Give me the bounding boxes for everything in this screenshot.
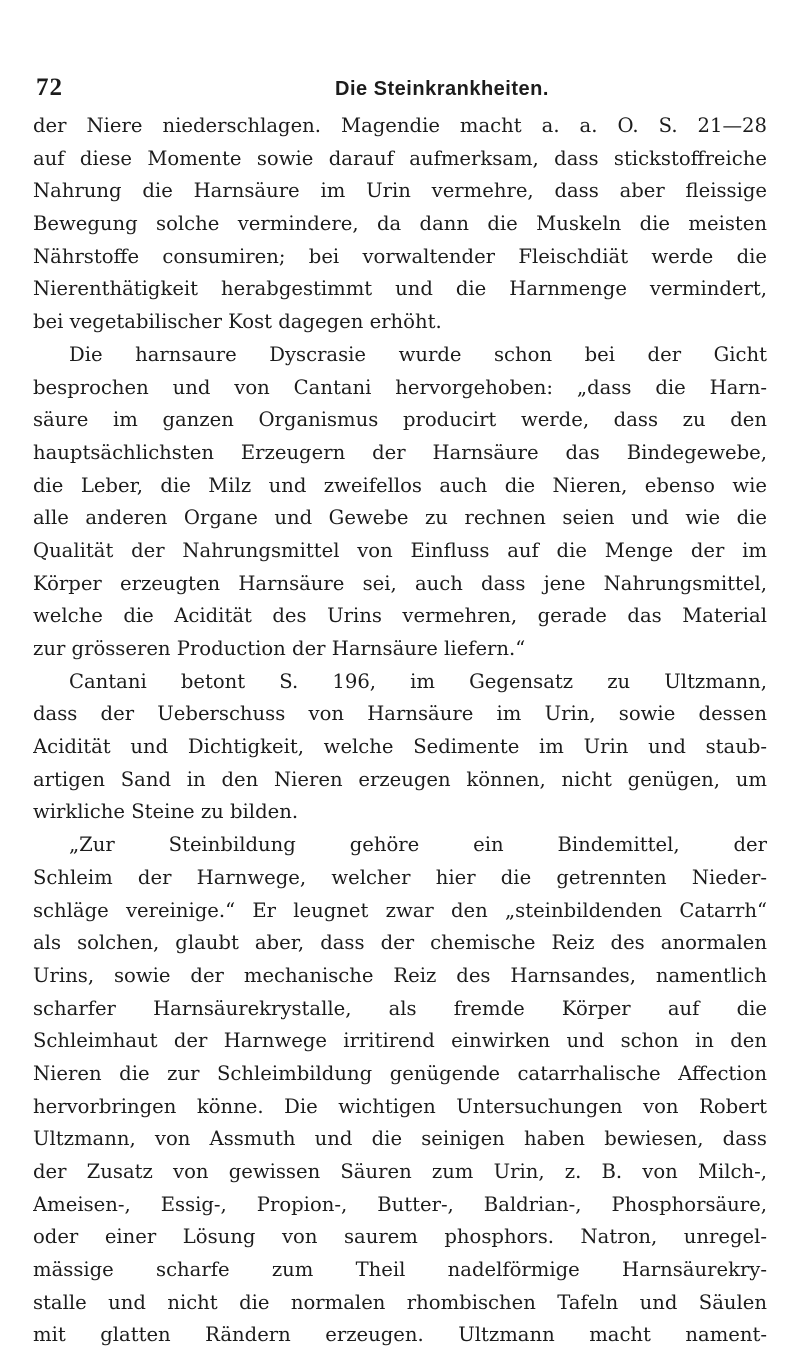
text-line: artigen Sand in den Nieren erzeugen können, nicht genügen, um — [33, 767, 767, 791]
text-line: Ultzmann, von Assmuth und die seinigen haben bewiesen, dass — [33, 1127, 767, 1151]
text-line: die Leber, die Milz und zweifellos auch die Nieren, ebenso wie — [33, 473, 767, 497]
text-line: schläge vereinige.“ Er leugnet zwar den „steinbildenden Catarrh“ — [33, 898, 767, 922]
page-number: 72 — [36, 74, 63, 101]
text-line: alle anderen Organe und Gewebe zu rechnen seien und wie die — [33, 506, 767, 530]
text-line: auf diese Momente sowie darauf aufmerksam, dass stickstoffreiche — [33, 146, 767, 170]
text-line: der Niere niederschlagen. Magendie macht a. a. O. S. 21—28 — [33, 114, 767, 137]
text-line: wirkliche Steine zu bilden. — [33, 800, 299, 824]
page-header — [0, 68, 800, 101]
text-line: stalle und nicht die normalen rhombischen Tafeln und Säulen — [33, 1290, 767, 1314]
text-line: Nieren die zur Schleimbildung genügende catarrhalische Affection — [33, 1061, 767, 1085]
text-line: Schleim der Harnwege, welcher hier die getrennten Nieder- — [33, 865, 767, 889]
text-line: Acidität und Dichtigkeit, welche Sedimente im Urin und staub- — [33, 735, 767, 759]
text-line: Nierenthätigkeit herabgestimmt und die Harnmenge vermindert, — [33, 277, 767, 301]
text-line: Die harnsaure Dyscrasie wurde schon bei der Gicht — [69, 342, 767, 366]
text-line: dass der Ueberschuss von Harnsäure im Urin, sowie dessen — [33, 702, 767, 726]
text-line: zur grösseren Production der Harnsäure liefern.“ — [33, 637, 526, 660]
text-line: Körper erzeugten Harnsäure sei, auch dass jene Nahrungsmittel, — [33, 571, 767, 595]
text-line: besprochen und von Cantani hervorgehoben: „dass die Harn- — [33, 375, 767, 399]
text-line: Bewegung solche vermindere, da dann die Muskeln die meisten — [33, 212, 767, 236]
text-line: „Zur Steinbildung gehöre ein Bindemittel, der — [69, 833, 767, 857]
text-line: mit glatten Rändern erzeugen. Ultzmann macht nament- — [33, 1323, 767, 1347]
text-line: hauptsächlichsten Erzeugern der Harnsäure das Bindegewebe, — [33, 440, 767, 464]
text-line: Cantani betont S. 196, im Gegensatz zu Ultzmann, — [69, 669, 767, 693]
text-line: Ameisen-, Essig-, Propion-, Butter-, Baldrian-, Phosphorsäure, — [33, 1192, 767, 1216]
text-line: mässige scharfe zum Theil nadelförmige Harnsäurekry- — [33, 1258, 767, 1282]
text-line: oder einer Lösung von saurem phosphors. Natron, unregel- — [33, 1225, 767, 1249]
running-head: Die Steinkrankheiten. — [335, 78, 549, 100]
text-line: Schleimhaut der Harnwege irritirend einwirken und schon in den — [33, 1029, 767, 1053]
text-line: als solchen, glaubt aber, dass der chemische Reiz des anormalen — [33, 931, 767, 955]
text-line: Nahrung die Harnsäure im Urin vermehre, dass aber fleissige — [33, 179, 767, 203]
text-line: hervorbringen könne. Die wichtigen Untersuchungen von Robert — [33, 1094, 767, 1118]
text-line: Nährstoffe consumiren; bei vorwaltender Fleischdiät werde die — [33, 244, 767, 268]
text-line: säure im ganzen Organismus producirt werde, dass zu den — [33, 408, 767, 432]
body-text — [33, 110, 767, 1352]
text-line: Urins, sowie der mechanische Reiz des Harnsandes, namentlich — [33, 963, 767, 987]
text-line: Qualität der Nahrungsmittel von Einfluss auf die Menge der im — [33, 538, 767, 562]
text-line: bei vegetabilischer Kost dagegen erhöht. — [33, 310, 442, 334]
text-line: der Zusatz von gewissen Säuren zum Urin, z. B. von Milch-, — [33, 1160, 767, 1183]
text-line: scharfer Harnsäurekrystalle, als fremde Körper auf die — [33, 996, 767, 1020]
text-line: welche die Acidität des Urins vermehren, gerade das Material — [33, 604, 767, 628]
